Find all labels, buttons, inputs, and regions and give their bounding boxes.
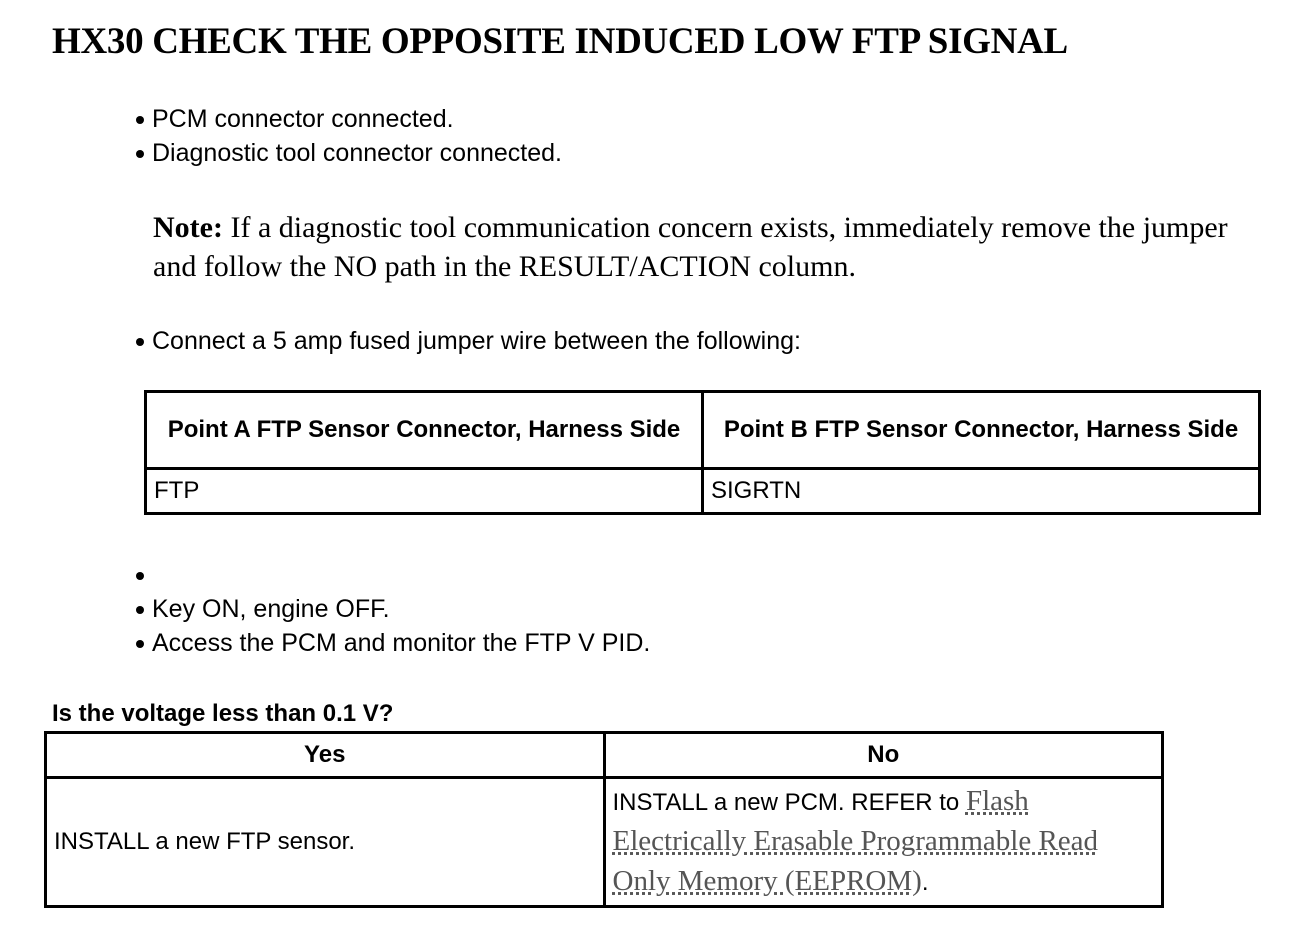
no-header: No [604, 733, 1163, 778]
jumper-instruction: Connect a 5 amp fused jumper wire between the following: [136, 324, 801, 358]
yes-action-cell: INSTALL a new FTP sensor. [46, 778, 605, 907]
point-b-cell: SIGRTN [703, 469, 1260, 514]
condition-item-pcm-connector: PCM connector connected. [136, 102, 562, 136]
no-action-suffix: . [921, 869, 929, 896]
no-action-prefix: INSTALL a new PCM. REFER to [612, 789, 966, 816]
jumper-table-header-row [146, 392, 1260, 469]
condition-list [136, 102, 562, 170]
step-item-monitor-pid: Access the PCM and monitor the FTP V PID. [136, 626, 650, 660]
page-title: HX30 CHECK THE OPPOSITE INDUCED LOW FTP SIGNAL [52, 21, 1068, 62]
result-table [44, 731, 1164, 908]
step-item-key-on: Key ON, engine OFF. [136, 592, 650, 626]
jumper-table [144, 390, 1261, 515]
jumper-instruction-list [136, 324, 801, 358]
result-table-row [46, 778, 1163, 907]
eeprom-link[interactable]: Flash Electrically Erasable Programmable Read Only Memory (EEPROM) [612, 785, 1099, 897]
step-list [136, 558, 650, 660]
question-text: Is the voltage less than 0.1 V? [52, 700, 394, 727]
point-a-cell: FTP [146, 469, 703, 514]
condition-item-diagnostic-tool: Diagnostic tool connector connected. [136, 136, 562, 170]
note-block [153, 208, 1263, 286]
no-action-cell [604, 778, 1163, 907]
note-text: If a diagnostic tool communication concern exists, immediately remove the jumper and follow the NO path in the RESULT/ACTION column. [153, 211, 1228, 283]
yes-header: Yes [46, 733, 605, 778]
note-label: Note: [153, 211, 223, 244]
point-b-header: Point B FTP Sensor Connector, Harness Side [703, 392, 1260, 469]
step-item-empty [136, 558, 650, 592]
result-table-header-row [46, 733, 1163, 778]
point-a-header: Point A FTP Sensor Connector, Harness Side [146, 392, 703, 469]
jumper-table-row [146, 469, 1260, 514]
